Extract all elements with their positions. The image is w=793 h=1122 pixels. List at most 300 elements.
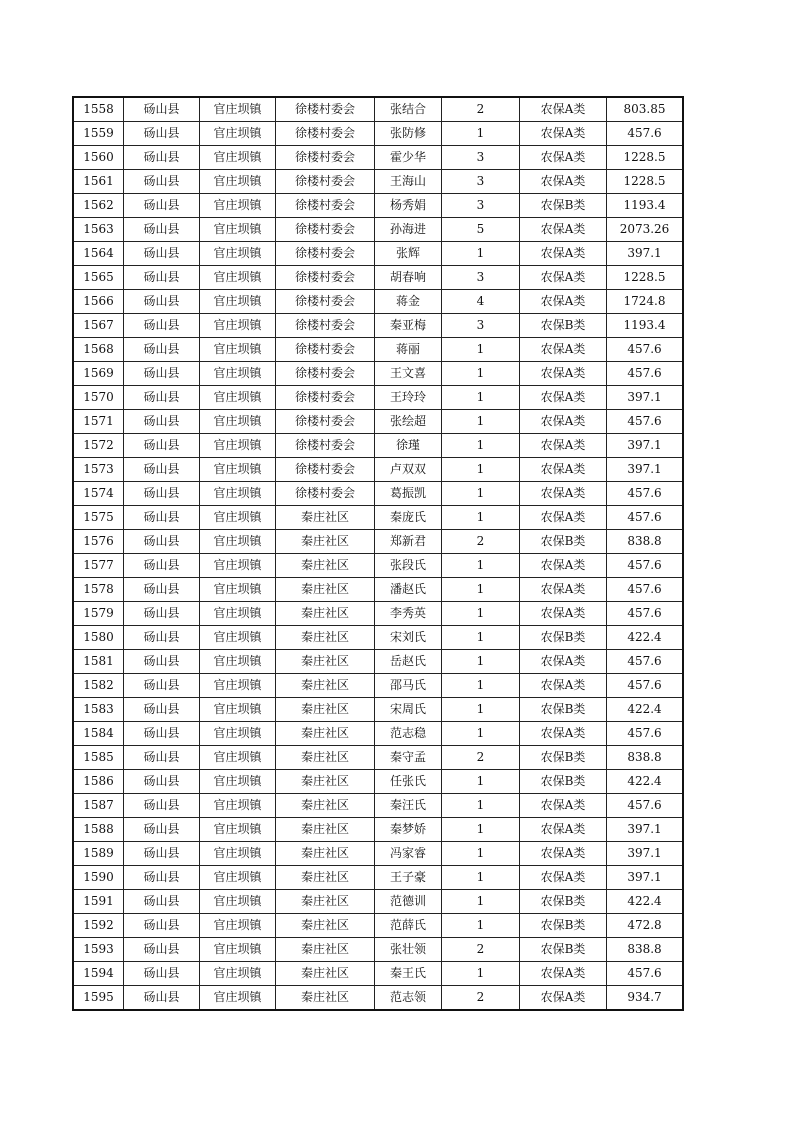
cell-insurance-type: 农保A类 [520, 722, 607, 746]
cell-name: 蒋丽 [375, 338, 442, 362]
cell-county: 砀山县 [124, 218, 200, 242]
cell-person-count: 1 [442, 770, 520, 794]
cell-village: 徐楼村委会 [276, 242, 375, 266]
cell-amount: 457.6 [607, 602, 684, 626]
cell-person-count: 1 [442, 602, 520, 626]
cell-insurance-type: 农保A类 [520, 602, 607, 626]
cell-amount: 457.6 [607, 722, 684, 746]
cell-serial-number: 1564 [73, 242, 124, 266]
cell-insurance-type: 农保A类 [520, 866, 607, 890]
cell-serial-number: 1563 [73, 218, 124, 242]
cell-serial-number: 1583 [73, 698, 124, 722]
cell-name: 王文喜 [375, 362, 442, 386]
cell-person-count: 1 [442, 866, 520, 890]
cell-amount: 1228.5 [607, 266, 684, 290]
cell-amount: 422.4 [607, 626, 684, 650]
cell-insurance-type: 农保A类 [520, 578, 607, 602]
cell-name: 郑新君 [375, 530, 442, 554]
cell-person-count: 3 [442, 194, 520, 218]
table-row [73, 434, 683, 458]
cell-town: 官庄坝镇 [200, 818, 276, 842]
cell-name: 秦亚梅 [375, 314, 442, 338]
cell-insurance-type: 农保A类 [520, 962, 607, 986]
cell-name: 霍少华 [375, 146, 442, 170]
cell-person-count: 1 [442, 386, 520, 410]
cell-person-count: 1 [442, 482, 520, 506]
cell-name: 宋刘氏 [375, 626, 442, 650]
cell-town: 官庄坝镇 [200, 218, 276, 242]
cell-serial-number: 1558 [73, 97, 124, 122]
cell-person-count: 3 [442, 146, 520, 170]
cell-serial-number: 1588 [73, 818, 124, 842]
cell-name: 范德训 [375, 890, 442, 914]
cell-name: 王子豪 [375, 866, 442, 890]
cell-county: 砀山县 [124, 578, 200, 602]
table-row [73, 410, 683, 434]
cell-amount: 422.4 [607, 890, 684, 914]
cell-town: 官庄坝镇 [200, 242, 276, 266]
cell-insurance-type: 农保A类 [520, 482, 607, 506]
cell-village: 秦庄社区 [276, 746, 375, 770]
table-row [73, 626, 683, 650]
cell-village: 秦庄社区 [276, 530, 375, 554]
cell-county: 砀山县 [124, 506, 200, 530]
cell-person-count: 1 [442, 578, 520, 602]
cell-town: 官庄坝镇 [200, 434, 276, 458]
table-row [73, 170, 683, 194]
cell-village: 秦庄社区 [276, 626, 375, 650]
cell-person-count: 2 [442, 938, 520, 962]
table-row [73, 770, 683, 794]
cell-person-count: 2 [442, 97, 520, 122]
cell-town: 官庄坝镇 [200, 554, 276, 578]
cell-amount: 1228.5 [607, 146, 684, 170]
cell-name: 徐瑾 [375, 434, 442, 458]
cell-insurance-type: 农保A类 [520, 842, 607, 866]
cell-name: 范薛氏 [375, 914, 442, 938]
cell-town: 官庄坝镇 [200, 290, 276, 314]
cell-town: 官庄坝镇 [200, 410, 276, 434]
cell-village: 秦庄社区 [276, 938, 375, 962]
cell-insurance-type: 农保A类 [520, 986, 607, 1011]
cell-amount: 1724.8 [607, 290, 684, 314]
cell-name: 宋周氏 [375, 698, 442, 722]
cell-serial-number: 1578 [73, 578, 124, 602]
cell-county: 砀山县 [124, 266, 200, 290]
cell-serial-number: 1568 [73, 338, 124, 362]
table-row [73, 866, 683, 890]
cell-serial-number: 1577 [73, 554, 124, 578]
cell-village: 徐楼村委会 [276, 218, 375, 242]
cell-county: 砀山县 [124, 818, 200, 842]
cell-village: 秦庄社区 [276, 962, 375, 986]
cell-serial-number: 1591 [73, 890, 124, 914]
cell-town: 官庄坝镇 [200, 506, 276, 530]
table-row [73, 914, 683, 938]
cell-serial-number: 1572 [73, 434, 124, 458]
cell-serial-number: 1593 [73, 938, 124, 962]
cell-person-count: 2 [442, 746, 520, 770]
cell-person-count: 1 [442, 626, 520, 650]
cell-amount: 2073.26 [607, 218, 684, 242]
cell-county: 砀山县 [124, 458, 200, 482]
cell-town: 官庄坝镇 [200, 842, 276, 866]
table-row [73, 338, 683, 362]
cell-county: 砀山县 [124, 842, 200, 866]
cell-village: 秦庄社区 [276, 842, 375, 866]
cell-person-count: 2 [442, 986, 520, 1011]
cell-insurance-type: 农保A类 [520, 650, 607, 674]
cell-town: 官庄坝镇 [200, 602, 276, 626]
cell-county: 砀山县 [124, 482, 200, 506]
cell-town: 官庄坝镇 [200, 746, 276, 770]
cell-amount: 457.6 [607, 794, 684, 818]
cell-serial-number: 1582 [73, 674, 124, 698]
cell-insurance-type: 农保A类 [520, 386, 607, 410]
cell-village: 徐楼村委会 [276, 434, 375, 458]
cell-county: 砀山县 [124, 314, 200, 338]
cell-county: 砀山县 [124, 290, 200, 314]
cell-insurance-type: 农保A类 [520, 506, 607, 530]
cell-serial-number: 1573 [73, 458, 124, 482]
cell-town: 官庄坝镇 [200, 914, 276, 938]
cell-insurance-type: 农保A类 [520, 122, 607, 146]
cell-amount: 422.4 [607, 770, 684, 794]
cell-person-count: 1 [442, 506, 520, 530]
cell-insurance-type: 农保B类 [520, 698, 607, 722]
cell-amount: 457.6 [607, 962, 684, 986]
cell-insurance-type: 农保B类 [520, 194, 607, 218]
cell-name: 杨秀娟 [375, 194, 442, 218]
cell-village: 徐楼村委会 [276, 482, 375, 506]
cell-insurance-type: 农保B类 [520, 314, 607, 338]
household-table [72, 96, 684, 1011]
cell-amount: 1193.4 [607, 314, 684, 338]
table-row [73, 938, 683, 962]
cell-amount: 457.6 [607, 338, 684, 362]
cell-person-count: 1 [442, 914, 520, 938]
cell-name: 范志领 [375, 986, 442, 1011]
cell-county: 砀山县 [124, 146, 200, 170]
cell-town: 官庄坝镇 [200, 97, 276, 122]
cell-village: 秦庄社区 [276, 578, 375, 602]
table-row [73, 146, 683, 170]
cell-village: 秦庄社区 [276, 602, 375, 626]
cell-serial-number: 1594 [73, 962, 124, 986]
cell-person-count: 3 [442, 266, 520, 290]
cell-town: 官庄坝镇 [200, 986, 276, 1011]
cell-amount: 397.1 [607, 386, 684, 410]
cell-county: 砀山县 [124, 602, 200, 626]
cell-county: 砀山县 [124, 866, 200, 890]
cell-town: 官庄坝镇 [200, 722, 276, 746]
cell-town: 官庄坝镇 [200, 650, 276, 674]
table-row [73, 218, 683, 242]
cell-serial-number: 1586 [73, 770, 124, 794]
cell-name: 张段氏 [375, 554, 442, 578]
cell-county: 砀山县 [124, 410, 200, 434]
cell-county: 砀山县 [124, 97, 200, 122]
cell-name: 张防修 [375, 122, 442, 146]
cell-insurance-type: 农保A类 [520, 218, 607, 242]
cell-serial-number: 1581 [73, 650, 124, 674]
cell-amount: 457.6 [607, 362, 684, 386]
cell-insurance-type: 农保A类 [520, 410, 607, 434]
cell-town: 官庄坝镇 [200, 362, 276, 386]
table-row [73, 962, 683, 986]
cell-person-count: 4 [442, 290, 520, 314]
table-row [73, 194, 683, 218]
cell-town: 官庄坝镇 [200, 794, 276, 818]
cell-county: 砀山县 [124, 914, 200, 938]
cell-insurance-type: 农保A类 [520, 266, 607, 290]
cell-amount: 457.6 [607, 674, 684, 698]
cell-person-count: 1 [442, 122, 520, 146]
cell-amount: 457.6 [607, 482, 684, 506]
cell-person-count: 1 [442, 650, 520, 674]
cell-village: 徐楼村委会 [276, 290, 375, 314]
cell-insurance-type: 农保B类 [520, 626, 607, 650]
cell-name: 卢双双 [375, 458, 442, 482]
cell-village: 徐楼村委会 [276, 338, 375, 362]
cell-county: 砀山县 [124, 434, 200, 458]
table-row [73, 818, 683, 842]
cell-person-count: 1 [442, 842, 520, 866]
cell-serial-number: 1579 [73, 602, 124, 626]
cell-insurance-type: 农保A类 [520, 338, 607, 362]
cell-insurance-type: 农保B类 [520, 914, 607, 938]
cell-county: 砀山县 [124, 386, 200, 410]
cell-county: 砀山县 [124, 122, 200, 146]
cell-town: 官庄坝镇 [200, 122, 276, 146]
cell-serial-number: 1560 [73, 146, 124, 170]
cell-village: 徐楼村委会 [276, 122, 375, 146]
cell-name: 王玲玲 [375, 386, 442, 410]
cell-insurance-type: 农保A类 [520, 146, 607, 170]
table-row [73, 314, 683, 338]
table-row [73, 482, 683, 506]
cell-person-count: 1 [442, 794, 520, 818]
cell-serial-number: 1580 [73, 626, 124, 650]
cell-name: 张壮领 [375, 938, 442, 962]
cell-amount: 397.1 [607, 458, 684, 482]
cell-serial-number: 1559 [73, 122, 124, 146]
table-row [73, 506, 683, 530]
cell-name: 孙海进 [375, 218, 442, 242]
table-row [73, 530, 683, 554]
cell-person-count: 1 [442, 722, 520, 746]
cell-amount: 934.7 [607, 986, 684, 1011]
cell-name: 潘赵氏 [375, 578, 442, 602]
cell-person-count: 5 [442, 218, 520, 242]
cell-name: 冯家睿 [375, 842, 442, 866]
cell-county: 砀山县 [124, 650, 200, 674]
cell-village: 徐楼村委会 [276, 314, 375, 338]
cell-serial-number: 1565 [73, 266, 124, 290]
cell-village: 秦庄社区 [276, 770, 375, 794]
table-row [73, 578, 683, 602]
cell-serial-number: 1561 [73, 170, 124, 194]
cell-county: 砀山县 [124, 794, 200, 818]
cell-amount: 457.6 [607, 650, 684, 674]
cell-county: 砀山县 [124, 770, 200, 794]
table-row [73, 674, 683, 698]
cell-person-count: 1 [442, 338, 520, 362]
cell-county: 砀山县 [124, 362, 200, 386]
cell-serial-number: 1589 [73, 842, 124, 866]
cell-name: 秦王氏 [375, 962, 442, 986]
cell-village: 秦庄社区 [276, 554, 375, 578]
cell-village: 徐楼村委会 [276, 386, 375, 410]
table-row [73, 386, 683, 410]
cell-person-count: 3 [442, 314, 520, 338]
table-row [73, 986, 683, 1011]
cell-village: 徐楼村委会 [276, 458, 375, 482]
cell-amount: 422.4 [607, 698, 684, 722]
cell-town: 官庄坝镇 [200, 770, 276, 794]
cell-name: 张绘超 [375, 410, 442, 434]
cell-name: 张结合 [375, 97, 442, 122]
cell-person-count: 1 [442, 458, 520, 482]
cell-insurance-type: 农保A类 [520, 674, 607, 698]
cell-name: 邵马氏 [375, 674, 442, 698]
cell-county: 砀山县 [124, 338, 200, 362]
cell-county: 砀山县 [124, 626, 200, 650]
cell-amount: 397.1 [607, 818, 684, 842]
table-row [73, 650, 683, 674]
cell-insurance-type: 农保B类 [520, 770, 607, 794]
cell-village: 徐楼村委会 [276, 194, 375, 218]
table-row [73, 97, 683, 122]
cell-person-count: 1 [442, 674, 520, 698]
cell-person-count: 1 [442, 962, 520, 986]
cell-amount: 397.1 [607, 434, 684, 458]
table-row [73, 794, 683, 818]
cell-serial-number: 1574 [73, 482, 124, 506]
cell-town: 官庄坝镇 [200, 338, 276, 362]
cell-amount: 397.1 [607, 842, 684, 866]
cell-village: 秦庄社区 [276, 506, 375, 530]
cell-county: 砀山县 [124, 194, 200, 218]
table-body [73, 97, 683, 1010]
cell-serial-number: 1570 [73, 386, 124, 410]
cell-person-count: 1 [442, 410, 520, 434]
cell-insurance-type: 农保A类 [520, 290, 607, 314]
table-row [73, 458, 683, 482]
cell-town: 官庄坝镇 [200, 386, 276, 410]
cell-insurance-type: 农保B类 [520, 746, 607, 770]
cell-person-count: 2 [442, 530, 520, 554]
cell-village: 秦庄社区 [276, 650, 375, 674]
cell-county: 砀山县 [124, 242, 200, 266]
cell-serial-number: 1592 [73, 914, 124, 938]
cell-serial-number: 1587 [73, 794, 124, 818]
cell-insurance-type: 农保A类 [520, 170, 607, 194]
cell-county: 砀山县 [124, 722, 200, 746]
cell-serial-number: 1576 [73, 530, 124, 554]
table-row [73, 842, 683, 866]
table-row [73, 554, 683, 578]
cell-insurance-type: 农保A类 [520, 818, 607, 842]
cell-village: 徐楼村委会 [276, 146, 375, 170]
cell-amount: 803.85 [607, 97, 684, 122]
cell-insurance-type: 农保B类 [520, 530, 607, 554]
cell-town: 官庄坝镇 [200, 170, 276, 194]
cell-county: 砀山县 [124, 890, 200, 914]
cell-town: 官庄坝镇 [200, 146, 276, 170]
cell-village: 徐楼村委会 [276, 362, 375, 386]
cell-town: 官庄坝镇 [200, 482, 276, 506]
cell-serial-number: 1595 [73, 986, 124, 1011]
cell-amount: 457.6 [607, 554, 684, 578]
cell-person-count: 1 [442, 242, 520, 266]
cell-county: 砀山县 [124, 554, 200, 578]
cell-amount: 397.1 [607, 242, 684, 266]
cell-amount: 838.8 [607, 746, 684, 770]
cell-village: 徐楼村委会 [276, 170, 375, 194]
cell-name: 秦梦娇 [375, 818, 442, 842]
cell-village: 秦庄社区 [276, 914, 375, 938]
cell-amount: 457.6 [607, 122, 684, 146]
cell-village: 秦庄社区 [276, 794, 375, 818]
cell-name: 胡春响 [375, 266, 442, 290]
cell-insurance-type: 农保B类 [520, 938, 607, 962]
cell-town: 官庄坝镇 [200, 626, 276, 650]
cell-town: 官庄坝镇 [200, 962, 276, 986]
cell-person-count: 1 [442, 554, 520, 578]
cell-town: 官庄坝镇 [200, 938, 276, 962]
cell-town: 官庄坝镇 [200, 674, 276, 698]
cell-town: 官庄坝镇 [200, 866, 276, 890]
cell-amount: 457.6 [607, 578, 684, 602]
cell-amount: 472.8 [607, 914, 684, 938]
cell-county: 砀山县 [124, 530, 200, 554]
cell-amount: 838.8 [607, 530, 684, 554]
cell-village: 秦庄社区 [276, 674, 375, 698]
cell-amount: 1193.4 [607, 194, 684, 218]
cell-serial-number: 1571 [73, 410, 124, 434]
cell-amount: 457.6 [607, 506, 684, 530]
cell-person-count: 1 [442, 434, 520, 458]
cell-amount: 397.1 [607, 866, 684, 890]
cell-county: 砀山县 [124, 986, 200, 1011]
cell-serial-number: 1575 [73, 506, 124, 530]
cell-town: 官庄坝镇 [200, 890, 276, 914]
cell-town: 官庄坝镇 [200, 698, 276, 722]
cell-serial-number: 1585 [73, 746, 124, 770]
cell-serial-number: 1566 [73, 290, 124, 314]
table-row [73, 242, 683, 266]
cell-county: 砀山县 [124, 674, 200, 698]
cell-name: 秦庞氏 [375, 506, 442, 530]
cell-name: 张辉 [375, 242, 442, 266]
cell-insurance-type: 农保A类 [520, 458, 607, 482]
cell-village: 秦庄社区 [276, 722, 375, 746]
cell-county: 砀山县 [124, 962, 200, 986]
cell-village: 秦庄社区 [276, 890, 375, 914]
cell-serial-number: 1569 [73, 362, 124, 386]
cell-amount: 1228.5 [607, 170, 684, 194]
cell-person-count: 1 [442, 818, 520, 842]
table-row [73, 122, 683, 146]
cell-amount: 457.6 [607, 410, 684, 434]
cell-town: 官庄坝镇 [200, 194, 276, 218]
table-row [73, 602, 683, 626]
cell-insurance-type: 农保A类 [520, 434, 607, 458]
cell-name: 岳赵氏 [375, 650, 442, 674]
table-row [73, 266, 683, 290]
cell-name: 范志稳 [375, 722, 442, 746]
